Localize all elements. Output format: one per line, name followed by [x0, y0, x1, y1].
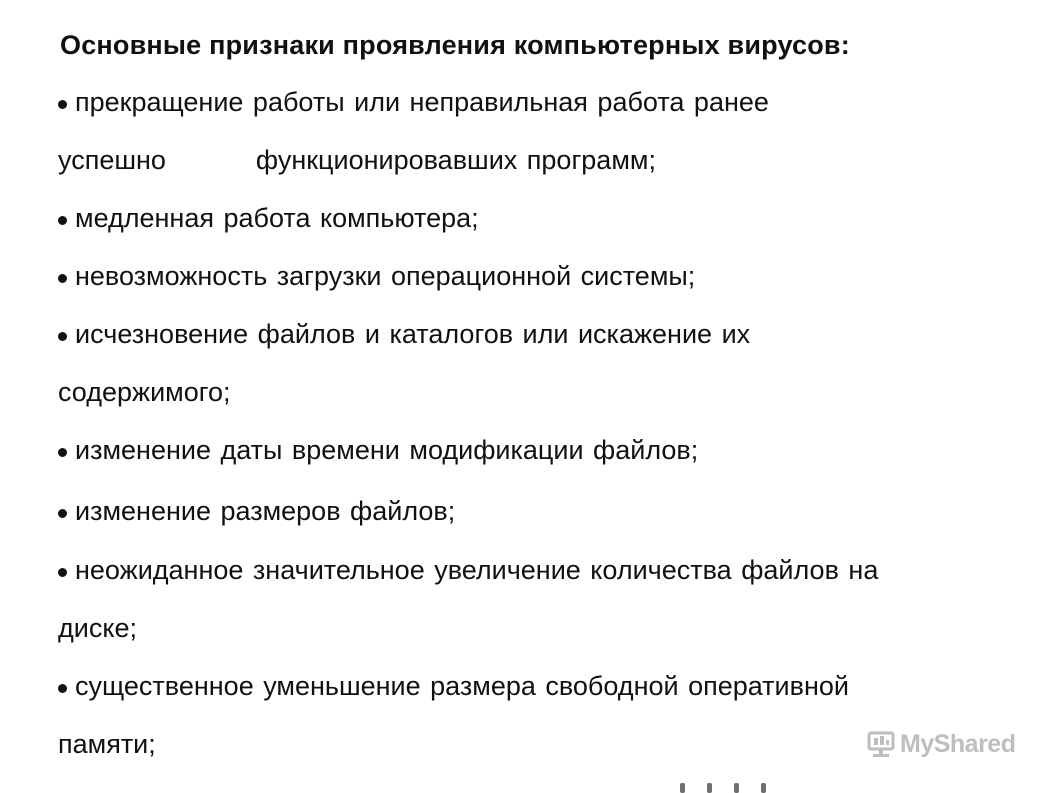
watermark-text: MyShared [900, 730, 1016, 758]
list-item [58, 671, 849, 702]
list-item [58, 319, 750, 350]
list-item [58, 555, 878, 586]
list-item-text: неожиданное значительное увеличение количества файлов на [75, 555, 879, 585]
list-item-continuation [58, 145, 656, 176]
list-item-text: успешно [58, 145, 166, 175]
bullet-icon [58, 448, 67, 457]
list-item-continuation [58, 377, 231, 408]
list-item-text: существенное уменьшение размера свободной оперативной [75, 671, 849, 701]
bullet-icon [58, 274, 67, 283]
bullet-icon [58, 100, 67, 109]
list-item-text: невозможность загрузки операционной системы; [75, 261, 696, 291]
list-item-text: исчезновение файлов и каталогов или искажение их [75, 319, 751, 349]
watermark[interactable] [866, 730, 1015, 759]
bullet-icon [58, 568, 67, 577]
list-item-text: изменение даты времени модификации файлов; [75, 435, 699, 465]
list-item [58, 87, 769, 118]
bullet-icon [58, 684, 67, 693]
list-item-text: изменение размеров файлов; [75, 496, 456, 526]
list-item-text: памяти; [58, 729, 156, 759]
list-item-text: содержимого; [58, 377, 231, 407]
list-item [58, 496, 455, 527]
bullet-icon [58, 332, 67, 341]
slide-title: Основные признаки проявления компьютерных вирусов: [60, 30, 850, 60]
list-item-continuation [58, 729, 156, 760]
list-item [58, 203, 479, 234]
bullet-icon [58, 509, 67, 518]
list-item-text: диске; [58, 613, 137, 643]
bullet-icon [58, 216, 67, 225]
list-item-text: прекращение работы или неправильная работа ранее [75, 87, 769, 117]
cropped-text-fragment [680, 780, 800, 793]
list-item-continuation [58, 613, 137, 644]
myshared-logo-icon [866, 731, 896, 759]
list-item [58, 435, 698, 466]
list-item-text: функционировавших программ; [255, 145, 656, 175]
list-item [58, 261, 695, 292]
list-item-text: медленная работа компьютера; [75, 203, 479, 233]
